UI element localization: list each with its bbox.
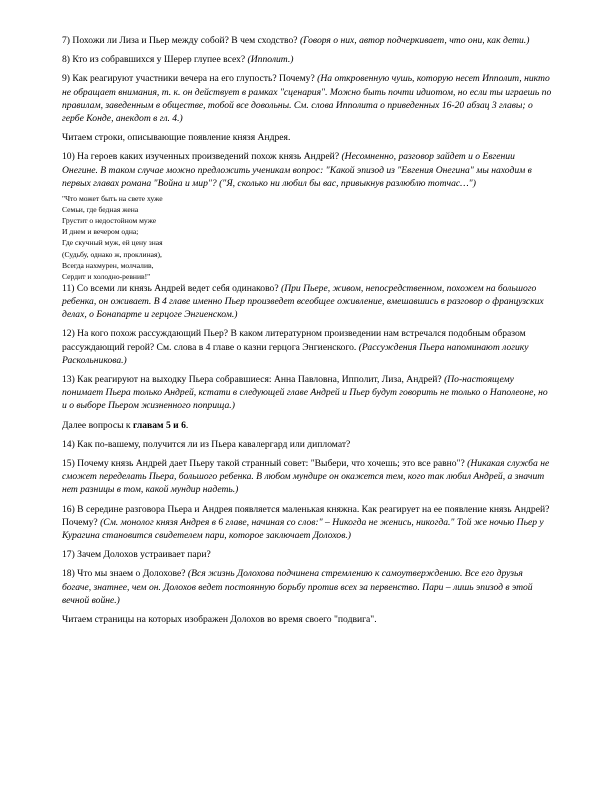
question-16 xyxy=(62,503,552,543)
question-answer: (Вся жизнь Долохова подчинена стремлению к самоутверждению. Все его друзья богаче, знатнее, чем он. Долохов ведет постоянную борьбу против всех за первенство. Пари – лишь эпизод в этой вечной войне.) xyxy=(62,568,533,606)
question-text: 9) Как реагируют участники вечера на его глупость? Почему? xyxy=(62,73,318,85)
question-text: 13) Как реагируют на выходку Пьера собравшиеся: Анна Павловна, Ипполит, Лиза, Андрей? xyxy=(62,374,445,385)
document-page xyxy=(62,34,552,632)
question-text: 11) Со всеми ли князь Андрей ведет себя одинаково? xyxy=(62,282,281,294)
question-15 xyxy=(62,457,552,497)
question-8 xyxy=(62,53,552,66)
question-answer: (Рассуждения Пьера напоминают логику Раскольникова.) xyxy=(62,341,529,366)
question-18 xyxy=(62,567,552,607)
question-text: 12) На кого похож рассуждающий Пьер? В каком литературном произведении нам встречался подобным образом рассуждающий герой? См. слова в 4 главе о казни герцога Энгиенского. xyxy=(62,328,526,353)
poem-line: Сердит и холодно-ревнив!" xyxy=(62,271,151,281)
question-12 xyxy=(62,327,552,367)
poem-line: Всегда нахмурен, молчалив, xyxy=(62,260,154,270)
question-text: 18) Что мы знаем о Долохове? xyxy=(62,568,188,580)
question-text: 8) Кто из собравшихся у Шерер глупее всех? xyxy=(62,54,248,66)
question-10 xyxy=(62,150,552,190)
question-answer: (Несомненно, разговор зайдет и о Евгении Онегине. В таком случае можно предложить ученикам вопрос: "Какой эпизод из "Евгения Онегина" мы находим в первых главах романа "Война и мир"? ("Я, сколько ни любил бы вас, привыкнув разлюблю тотчас…") xyxy=(62,151,532,189)
further-suffix: . xyxy=(185,419,189,431)
poem-line: Семьи, где бедная жена xyxy=(62,205,139,215)
question-11 xyxy=(62,282,552,322)
question-7 xyxy=(62,34,552,47)
question-text: 10) На героев каких изученных произведений похож князь Андрей? xyxy=(62,151,342,163)
poem-line: Где скучный муж, ей цену зная xyxy=(62,238,163,248)
reading-instruction-dolokhov: Читаем страницы на которых изображен Долохов во время своего "подвига". xyxy=(62,614,377,626)
poem-line: (Судьбу, однако ж, проклиная), xyxy=(62,249,162,259)
question-text: 15) Почему князь Андрей дает Пьеру такой странный совет: "Выбери, что хочешь; это все равно"? xyxy=(62,458,468,470)
question-13 xyxy=(62,373,552,413)
question-answer: (Ипполит.) xyxy=(247,54,294,66)
question-answer: (На откровенную чушь, которую несет Ипполит, никто не обращает внимания, т. к. он действует в рамках "сценария". Можно быть почти идиотом, но если ты играешь по правилам, заведенным в обществе, тобой все довольны. См. слова Ипполита о приведенных 16-20 абзац 3 главы; о гербе Конде, анекдот в гл. 4.) xyxy=(62,73,552,125)
question-answer: (Говоря о них, автор подчеркивает, что они, как дети.) xyxy=(299,35,530,46)
onegin-poem-quote xyxy=(62,193,552,282)
question-9 xyxy=(62,72,552,125)
further-chapters: главам 5 и 6 xyxy=(132,419,186,431)
question-text: 14) Как по-вашему, получится ли из Пьера кавалергард или дипломат? xyxy=(62,438,351,450)
poem-line: "Что может быть на свете хуже xyxy=(62,194,163,204)
question-answer: (См. монолог князя Андрея в 6 главе, начиная со слов:" – Никогда не женись, никогда." Той же ночью Пьер у Курагина становится свидетелем пари, которое заключает Долохов.) xyxy=(62,516,544,542)
question-text: 17) Зачем Долохов устраивает пари? xyxy=(62,549,211,561)
question-text: 16) В середине разговора Пьера и Андрея появляется маленькая княжна. Как реагирует на ее появление князь Андрей? Почему? xyxy=(62,503,550,528)
question-answer: (При Пьере, живом, непосредственном, похожем на большого ребенка, он оживает. В 4 главе именно Пьер произведет всеобщее оживление, вмешавшись в разговор о французских делах, о Бонапарте и герцоге Энгиенском.) xyxy=(62,282,544,321)
further-prefix: Далее вопросы к xyxy=(62,419,133,431)
question-answer: (Никакая служба не сможет переделать Пьера, большого ребенка. В любом мундире он окажется тем, кого так любил Андрей, а значит нет разницы в том, какой мундир надеть.) xyxy=(62,458,550,496)
question-17 xyxy=(62,548,552,561)
further-questions-heading xyxy=(62,419,552,432)
question-answer: (По-настоящему понимает Пьера только Андрей, кстати в следующей главе Андрей и Пьер будут говорить не только о Наполеоне, но и о выборе Пьером жизненного поприща.) xyxy=(62,374,548,412)
question-14 xyxy=(62,438,552,451)
poem-line: И днем и вечером одна; xyxy=(62,227,139,237)
reading-instruction-andrei: Читаем строки, описывающие появление князя Андрея. xyxy=(62,132,291,144)
question-text: 7) Похожи ли Лиза и Пьер между собой? В чем сходство? xyxy=(62,35,300,46)
poem-line: Грустит о недостойном муже xyxy=(62,216,157,226)
